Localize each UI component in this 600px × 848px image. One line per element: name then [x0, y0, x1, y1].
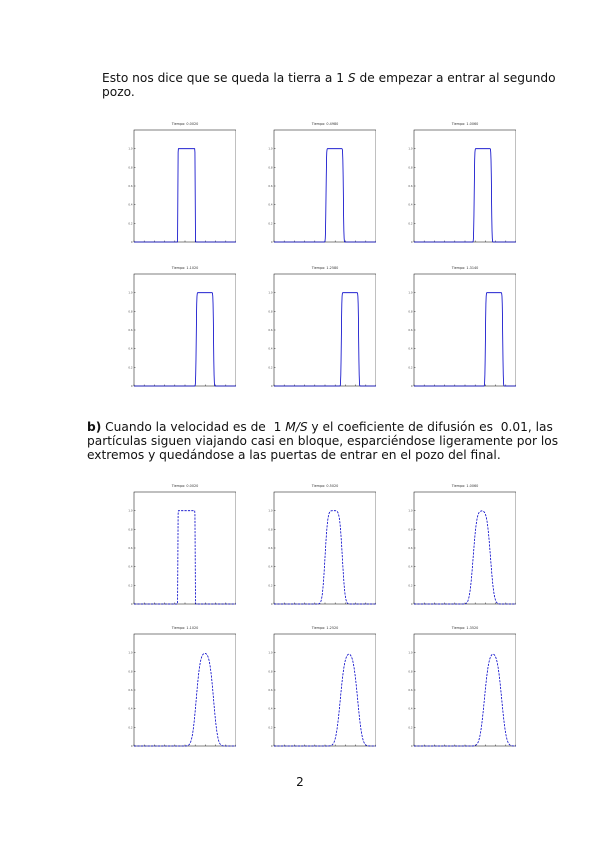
plot-frame: [134, 274, 236, 386]
y-tick-label: 0.2: [408, 366, 413, 370]
y-tick-label: 0.4: [128, 565, 133, 569]
y-tick-label: 0.6: [268, 185, 273, 188]
y-tick-label: 0.8: [128, 310, 133, 314]
series-line: [134, 293, 236, 386]
y-tick-label: 0: [270, 241, 273, 244]
y-tick-label: 0.4: [268, 203, 273, 207]
plot-a-1: [120, 118, 236, 248]
y-tick-label: 0.8: [128, 670, 133, 674]
y-tick-label: 0.4: [408, 203, 413, 207]
series-line: [134, 511, 236, 604]
y-tick-label: 0.6: [408, 185, 413, 188]
series-line: [274, 149, 376, 242]
y-tick-label: 0.8: [268, 310, 273, 314]
y-tick-label: 0.8: [408, 166, 413, 170]
y-tick-label: 0: [130, 745, 133, 748]
series-line: [134, 653, 236, 746]
series-line: [414, 293, 516, 386]
y-tick-label: 0.4: [268, 707, 273, 711]
y-tick-label: 1.0: [128, 291, 133, 295]
y-tick-label: 0.8: [408, 310, 413, 314]
y-tick-label: 1.0: [128, 509, 133, 513]
y-tick-label: 1.0: [408, 147, 413, 151]
y-tick-label: 0: [410, 385, 413, 388]
y-tick-label: 0.6: [128, 329, 133, 332]
y-tick-label: 0: [410, 745, 413, 748]
plot-svg: [120, 262, 236, 392]
p2-text-c: , las partículas siguen viajando casi en bloque, esparciéndose ligeramente por los extremos y quedándose a las puertas de entrar en el pozo del final.: [87, 420, 559, 462]
plot-b-6: [400, 622, 516, 752]
series-line: [274, 511, 376, 604]
plot-frame: [414, 492, 516, 604]
plot-frame: [414, 274, 516, 386]
y-tick-label: 0.4: [128, 347, 133, 351]
plot-b-2: [260, 480, 376, 610]
plot-frame: [274, 274, 376, 386]
p2-label: b): [87, 420, 102, 434]
plot-svg: [260, 118, 376, 248]
plot-frame: [414, 130, 516, 242]
series-line: [414, 149, 516, 242]
y-tick-label: 0.2: [128, 726, 133, 730]
y-tick-label: 0.2: [128, 366, 133, 370]
y-tick-label: 0: [270, 745, 273, 748]
y-tick-label: 0: [410, 241, 413, 244]
plot-title: Tiempo: 0.0020: [171, 484, 199, 488]
y-tick-label: 0.2: [268, 726, 273, 730]
plot-svg: [120, 622, 236, 752]
plot-a-4: [120, 262, 236, 392]
plot-title: Tiempo: 1.1020: [171, 626, 199, 630]
y-tick-label: 0.6: [128, 185, 133, 188]
plot-title: Tiempo: 1.0060: [451, 484, 479, 488]
p2-value: 1: [273, 420, 282, 434]
plot-frame: [134, 130, 236, 242]
plot-title: Tiempo: 1.2580: [311, 266, 339, 270]
plot-title: Tiempo: 1.3140: [451, 266, 479, 270]
p1-text-a: Esto nos dice que se queda la tierra a: [102, 71, 337, 85]
plot-frame: [274, 492, 376, 604]
y-tick-label: 1.0: [268, 291, 273, 295]
y-tick-label: 0.6: [128, 689, 133, 692]
p2-unit: M/S: [285, 420, 308, 434]
y-tick-label: 1.0: [128, 147, 133, 151]
plot-title: Tiempo: 1.3520: [451, 626, 479, 630]
plot-b-5: [260, 622, 376, 752]
y-tick-label: 0.2: [408, 222, 413, 226]
y-tick-label: 0.2: [268, 222, 273, 226]
plot-svg: [400, 118, 516, 248]
series-line: [134, 149, 236, 242]
y-tick-label: 1.0: [408, 509, 413, 513]
plot-svg: [120, 480, 236, 610]
plot-svg: [400, 480, 516, 610]
y-tick-label: 0.4: [268, 565, 273, 569]
y-tick-label: 0.2: [408, 584, 413, 588]
y-tick-label: 0.8: [268, 166, 273, 170]
y-tick-label: 1.0: [268, 147, 273, 151]
plot-frame: [274, 130, 376, 242]
y-tick-label: 0: [130, 385, 133, 388]
y-tick-label: 0.4: [128, 203, 133, 207]
plot-title: Tiempo: 1.2520: [311, 626, 339, 630]
plot-title: Tiempo: 1.1020: [171, 266, 199, 270]
plot-title: Tiempo: 0.0020: [171, 122, 199, 126]
y-tick-label: 0.2: [408, 726, 413, 730]
p1-value: 1: [336, 71, 344, 85]
p2-text-b: y el coeficiente de difusión es: [307, 420, 497, 434]
plot-title: Tiempo: 0.5020: [311, 484, 339, 488]
series-line: [414, 654, 516, 746]
plot-svg: [260, 622, 376, 752]
y-tick-label: 0.4: [268, 347, 273, 351]
plot-b-1: [120, 480, 236, 610]
plot-a-6: [400, 262, 516, 392]
plot-svg: [400, 262, 516, 392]
y-tick-label: 0.6: [128, 547, 133, 550]
plot-frame: [134, 634, 236, 746]
plot-svg: [260, 262, 376, 392]
p1-unit: S: [347, 71, 356, 85]
series-line: [274, 654, 376, 746]
y-tick-label: 0.8: [128, 166, 133, 170]
plot-title: Tiempo: 0.4980: [311, 122, 339, 126]
y-tick-label: 0.8: [128, 528, 133, 532]
y-tick-label: 0: [130, 603, 133, 606]
y-tick-label: 0.6: [408, 689, 413, 692]
y-tick-label: 0.4: [408, 707, 413, 711]
y-tick-label: 1.0: [128, 651, 133, 655]
plot-a-3: [400, 118, 516, 248]
y-tick-label: 0.2: [128, 584, 133, 588]
y-tick-label: 1.0: [408, 291, 413, 295]
y-tick-label: 0.4: [128, 707, 133, 711]
y-tick-label: 1.0: [268, 509, 273, 513]
y-tick-label: 0.8: [408, 670, 413, 674]
y-tick-label: 0.4: [408, 347, 413, 351]
plot-frame: [134, 492, 236, 604]
plot-svg: [400, 622, 516, 752]
p2-coefficient: 0.01: [500, 420, 528, 434]
p2-text-a: Cuando la velocidad es de: [101, 420, 270, 434]
y-tick-label: 0.8: [268, 670, 273, 674]
page-number: 2: [296, 775, 304, 789]
plot-a-2: [260, 118, 376, 248]
plot-frame: [414, 634, 516, 746]
y-tick-label: 0.2: [128, 222, 133, 226]
y-tick-label: 0.6: [408, 329, 413, 332]
y-tick-label: 0.2: [268, 584, 273, 588]
y-tick-label: 0.4: [408, 565, 413, 569]
p1-text-b: de empezar a entrar al segundo pozo.: [102, 71, 556, 99]
y-tick-label: 0.6: [268, 689, 273, 692]
paragraph-2: [87, 420, 577, 462]
plot-title: Tiempo: 1.0060: [451, 122, 479, 126]
plot-svg: [260, 480, 376, 610]
paragraph-1: [102, 71, 572, 99]
y-tick-label: 0: [130, 241, 133, 244]
y-tick-label: 1.0: [268, 651, 273, 655]
y-tick-label: 0.2: [268, 366, 273, 370]
y-tick-label: 0.6: [268, 547, 273, 550]
y-tick-label: 0.6: [268, 329, 273, 332]
plot-svg: [120, 118, 236, 248]
y-tick-label: 0.8: [408, 528, 413, 532]
y-tick-label: 0: [410, 603, 413, 606]
y-tick-label: 0.6: [408, 547, 413, 550]
series-line: [414, 511, 516, 604]
plot-a-5: [260, 262, 376, 392]
y-tick-label: 0: [270, 385, 273, 388]
y-tick-label: 0: [270, 603, 273, 606]
plot-b-4: [120, 622, 236, 752]
y-tick-label: 0.8: [268, 528, 273, 532]
plot-b-3: [400, 480, 516, 610]
series-line: [274, 293, 376, 386]
y-tick-label: 1.0: [408, 651, 413, 655]
